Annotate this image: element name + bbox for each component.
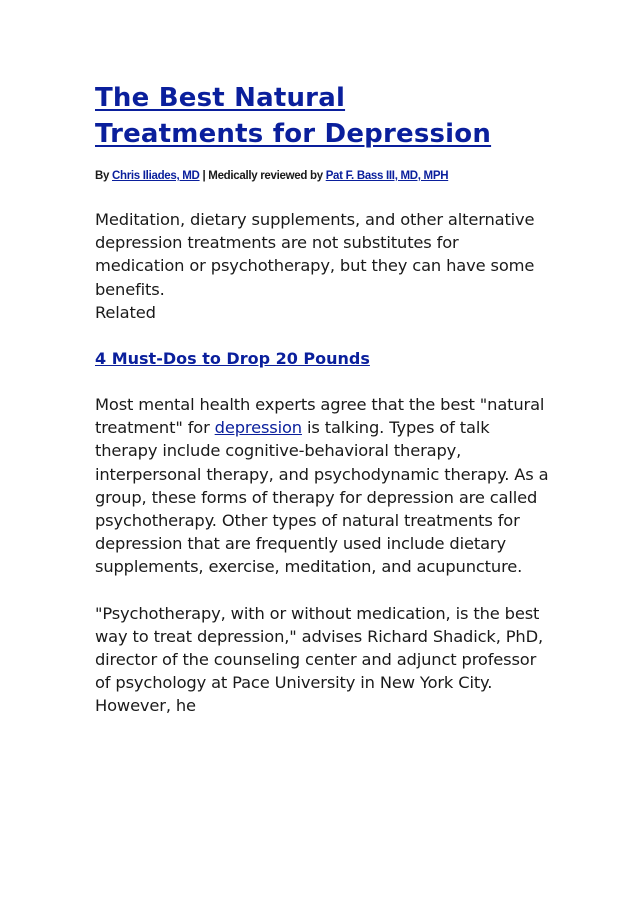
byline — [95, 168, 550, 185]
paragraph-2: "Psychotherapy, with or without medication, is the best way to treat depression," advises Richard Shadick, PhD, director of the counseling center and adjunct professor of psychology at Pace University in New York City. However, he — [95, 603, 543, 716]
paragraph-1-rest: is talking. Types of talk therapy include cognitive-behavioral therapy, interpersonal therapy, and psychodynamic therapy. As a group, these forms of therapy for depression are called psychotherapy. Other types of natural treatments for depression that are frequently used include dietary supplements, exercise, meditation, and acupuncture. — [95, 418, 549, 577]
article-title — [95, 80, 550, 152]
byline-separator: | Medically reviewed by — [199, 170, 326, 182]
paragraph-1-lead: Most mental health experts agree that the best "natural treatment" for — [95, 395, 545, 438]
title-line-2: Treatments for Depression — [95, 119, 492, 149]
intro-text: Meditation, dietary supplements, and other alternative depression treatments are not substitutes for medication or psychotherapy, but they can have some benefits. — [95, 210, 535, 299]
depression-link[interactable]: depression — [214, 418, 302, 438]
byline-prefix: By — [95, 170, 112, 182]
related-label: Related — [95, 302, 156, 322]
related-article-link[interactable]: 4 Must-Dos to Drop 20 Pounds — [95, 349, 370, 369]
related-article — [95, 347, 550, 370]
article-title-link[interactable] — [95, 83, 491, 149]
title-line-1: The Best Natural — [95, 83, 346, 113]
paragraph-1 — [95, 393, 550, 579]
author-link[interactable]: Chris Iliades, MD — [112, 170, 200, 182]
reviewer-link[interactable]: Pat F. Bass III, MD, MPH — [325, 170, 449, 182]
article — [95, 80, 550, 718]
